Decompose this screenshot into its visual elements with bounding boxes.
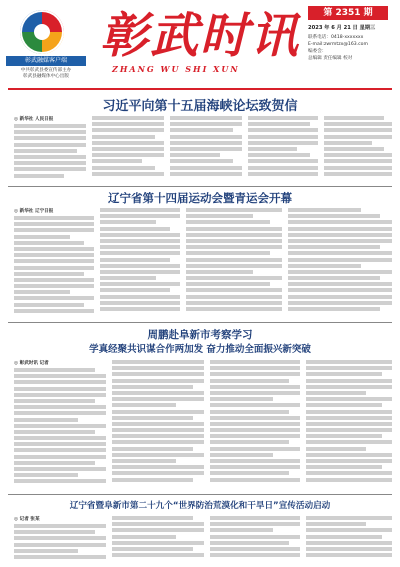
headline-2: 辽宁省第十四届运动会暨青运会开幕 xyxy=(108,191,292,205)
body-text-line xyxy=(210,434,300,438)
media-center-logo-icon xyxy=(20,10,64,54)
body-text-line xyxy=(288,295,392,299)
body-text-line xyxy=(306,372,382,376)
body-text-line xyxy=(210,416,300,420)
body-text-line xyxy=(210,478,300,482)
body-text-line xyxy=(112,471,204,475)
body-text-line xyxy=(210,403,300,407)
body-text-line xyxy=(186,233,282,237)
body-text-line xyxy=(306,385,392,389)
article-4-col-2 xyxy=(112,516,204,564)
body-text-line xyxy=(14,155,86,159)
body-text-line xyxy=(306,416,392,420)
body-text-line xyxy=(186,264,282,268)
body-text-line xyxy=(112,360,204,364)
body-text-line xyxy=(14,167,86,171)
body-text-line xyxy=(112,397,204,401)
body-text-line xyxy=(210,372,300,376)
body-text-line xyxy=(306,522,366,526)
body-text-line xyxy=(288,288,392,292)
body-text-line xyxy=(306,478,392,482)
body-text-line xyxy=(324,141,372,145)
article-4-col-1 xyxy=(14,524,106,564)
contact-line: 联系电话：0418-xxxxxxx xyxy=(308,35,364,40)
body-text-line xyxy=(14,448,106,452)
body-text-line xyxy=(112,459,176,463)
body-text-line xyxy=(14,174,64,178)
contact-line: 总编辑 责任编辑 校对 xyxy=(308,56,353,61)
body-text-line xyxy=(210,471,289,475)
section-divider xyxy=(8,494,392,495)
body-text-line xyxy=(14,405,106,409)
body-text-line xyxy=(186,282,270,286)
body-text-line xyxy=(248,128,318,132)
body-text-line xyxy=(186,307,282,311)
body-text-line xyxy=(100,208,180,212)
body-text-line xyxy=(112,391,204,395)
body-text-line xyxy=(170,128,233,132)
body-text-line xyxy=(112,465,204,469)
body-text-line xyxy=(306,434,382,438)
body-text-line xyxy=(288,276,380,280)
body-text-line xyxy=(92,128,164,132)
body-text-line xyxy=(170,153,220,157)
body-text-line xyxy=(112,535,176,539)
body-text-line xyxy=(14,374,106,378)
sponsor-line: 彰武县融媒体中心出版 xyxy=(23,74,69,79)
body-text-line xyxy=(306,422,392,426)
section-divider xyxy=(8,186,392,187)
body-text-line xyxy=(186,245,282,249)
newspaper-pinyin: ZHANG WU SHI XUN xyxy=(112,64,240,74)
body-text-line xyxy=(324,128,392,132)
byline-3: ◎ 彰武时讯 记者 xyxy=(14,361,49,366)
byline-2: ◎ 新华社 辽宁日报 xyxy=(14,209,54,214)
article-1-col-5 xyxy=(324,116,392,182)
body-text-line xyxy=(210,522,300,526)
body-text-line xyxy=(112,440,204,444)
article-1-col-4 xyxy=(248,116,318,182)
body-text-line xyxy=(186,227,282,231)
body-text-line xyxy=(14,241,84,245)
body-text-line xyxy=(306,459,392,463)
body-text-line xyxy=(186,239,282,243)
body-text-line xyxy=(14,536,106,540)
body-text-line xyxy=(210,465,300,469)
body-text-line xyxy=(248,135,318,139)
publication-date: 2023 年 6 月 21 日 星期三 xyxy=(308,25,376,31)
body-text-line xyxy=(210,528,273,532)
body-text-line xyxy=(170,159,233,163)
body-text-line xyxy=(170,147,242,151)
body-text-line xyxy=(100,288,170,292)
body-text-line xyxy=(170,122,242,126)
contact-info xyxy=(308,34,398,62)
article-2-col-1 xyxy=(14,216,94,316)
body-text-line xyxy=(324,172,392,176)
body-text-line xyxy=(210,535,300,539)
body-text-line xyxy=(100,227,170,231)
body-text-line xyxy=(100,214,180,218)
body-text-line xyxy=(288,251,392,255)
body-text-line xyxy=(112,366,204,370)
body-text-line xyxy=(210,410,289,414)
body-text-line xyxy=(170,116,242,120)
body-text-line xyxy=(14,543,106,547)
body-text-line xyxy=(14,136,86,140)
body-text-line xyxy=(14,418,78,422)
body-text-line xyxy=(170,135,242,139)
body-text-line xyxy=(288,239,392,243)
body-text-line xyxy=(248,122,310,126)
body-text-line xyxy=(324,153,392,157)
body-text-line xyxy=(112,516,193,520)
body-text-line xyxy=(306,360,392,364)
body-text-line xyxy=(14,266,94,270)
byline-1: ◎ 新华社 人民日报 xyxy=(14,117,54,122)
masthead-rule xyxy=(8,88,392,90)
body-text-line xyxy=(210,397,273,401)
body-text-line xyxy=(170,166,242,170)
body-text-line xyxy=(210,366,300,370)
sponsor-line: 中共彰武县委宣传部主办 xyxy=(20,68,72,73)
body-text-line xyxy=(14,143,86,147)
body-text-line xyxy=(210,422,300,426)
article-3-col-2 xyxy=(112,360,204,488)
body-text-line xyxy=(306,379,392,383)
body-text-line xyxy=(112,541,204,545)
body-text-line xyxy=(306,366,392,370)
body-text-line xyxy=(288,245,380,249)
body-text-line xyxy=(186,214,253,218)
body-text-line xyxy=(306,553,392,557)
body-text-line xyxy=(100,301,180,305)
body-text-line xyxy=(306,447,366,451)
body-text-line xyxy=(186,288,282,292)
body-text-line xyxy=(170,172,242,176)
body-text-line xyxy=(288,227,392,231)
body-text-line xyxy=(324,135,392,139)
body-text-line xyxy=(210,516,300,520)
body-text-line xyxy=(210,547,300,551)
body-text-line xyxy=(100,220,156,224)
body-text-line xyxy=(100,233,180,237)
contact-line: 编委会： xyxy=(308,49,327,54)
article-3-col-4 xyxy=(306,360,392,488)
headline-4: 辽宁省暨阜新市第二十九个“世界防治荒漠化和干旱日”宣传活动启动 xyxy=(69,501,331,511)
body-text-line xyxy=(14,555,106,559)
body-text-line xyxy=(14,461,95,465)
body-text-line xyxy=(100,245,180,249)
body-text-line xyxy=(248,116,318,120)
body-text-line xyxy=(100,282,180,286)
body-text-line xyxy=(306,428,392,432)
body-text-line xyxy=(14,222,94,226)
body-text-line xyxy=(306,397,392,401)
body-text-line xyxy=(210,459,300,463)
body-text-line xyxy=(248,141,318,145)
body-text-line xyxy=(306,471,392,475)
body-text-line xyxy=(324,122,392,126)
article-3-col-1 xyxy=(14,368,106,488)
body-text-line xyxy=(14,424,106,428)
body-text-line xyxy=(210,360,300,364)
body-text-line xyxy=(306,541,392,545)
body-text-line xyxy=(306,535,382,539)
body-text-line xyxy=(306,403,382,407)
body-text-line xyxy=(14,442,106,446)
body-text-line xyxy=(306,528,392,532)
body-text-line xyxy=(210,447,300,451)
body-text-line xyxy=(288,233,392,237)
body-text-line xyxy=(112,453,204,457)
headline-1: 习近平向第十五届海峡论坛致贺信 xyxy=(102,99,298,114)
body-text-line xyxy=(100,239,180,243)
body-text-line xyxy=(14,259,94,263)
body-text-line xyxy=(14,393,106,397)
body-text-line xyxy=(288,270,392,274)
body-text-line xyxy=(112,385,193,389)
body-text-line xyxy=(14,473,78,477)
article-2-col-3 xyxy=(186,208,282,316)
body-text-line xyxy=(112,434,204,438)
body-text-line xyxy=(186,258,282,262)
body-text-line xyxy=(210,541,289,545)
body-text-line xyxy=(186,220,270,224)
headline-3: 周鹏赴阜新市考察学习 xyxy=(147,329,253,341)
body-text-line xyxy=(288,264,361,268)
body-text-line xyxy=(14,549,78,553)
body-text-line xyxy=(186,270,253,274)
sponsor-info xyxy=(6,68,86,80)
body-text-line xyxy=(100,307,180,311)
body-text-line xyxy=(14,124,86,128)
body-text-line xyxy=(306,391,366,395)
body-text-line xyxy=(14,216,94,220)
body-text-line xyxy=(92,172,164,176)
article-3-col-3 xyxy=(210,360,300,488)
body-text-line xyxy=(14,380,106,384)
body-text-line xyxy=(306,440,392,444)
body-text-line xyxy=(112,528,204,532)
body-text-line xyxy=(92,166,155,170)
body-text-line xyxy=(14,411,106,415)
body-text-line xyxy=(112,522,204,526)
body-text-line xyxy=(248,147,297,151)
body-text-line xyxy=(248,159,318,163)
body-text-line xyxy=(324,116,384,120)
body-text-line xyxy=(170,141,242,145)
body-text-line xyxy=(112,553,204,557)
body-text-line xyxy=(112,372,204,376)
contact-line: E-mail:zwrmtzx@163.com xyxy=(308,42,368,47)
body-text-line xyxy=(112,403,176,407)
body-text-line xyxy=(100,251,180,255)
body-text-line xyxy=(14,290,70,294)
body-text-line xyxy=(14,479,106,483)
body-text-line xyxy=(248,166,318,170)
body-text-line xyxy=(92,122,164,126)
body-text-line xyxy=(288,258,392,262)
article-4-col-4 xyxy=(306,516,392,564)
body-text-line xyxy=(210,440,289,444)
body-text-line xyxy=(100,276,156,280)
body-text-line xyxy=(14,296,94,300)
body-text-line xyxy=(112,410,204,414)
article-1-col-3 xyxy=(170,116,242,182)
body-text-line xyxy=(306,453,392,457)
body-text-line xyxy=(248,153,310,157)
article-1-col-2 xyxy=(92,116,164,182)
body-text-line xyxy=(112,547,193,551)
body-text-line xyxy=(210,391,300,395)
body-text-line xyxy=(14,149,77,153)
body-text-line xyxy=(92,141,164,145)
body-text-line xyxy=(306,410,392,414)
body-text-line xyxy=(186,251,270,255)
body-text-line xyxy=(14,399,95,403)
body-text-line xyxy=(288,307,380,311)
body-text-line xyxy=(324,159,392,163)
body-text-line xyxy=(288,282,392,286)
body-text-line xyxy=(14,436,106,440)
body-text-line xyxy=(14,524,106,528)
section-divider xyxy=(8,322,392,323)
body-text-line xyxy=(112,478,193,482)
body-text-line xyxy=(14,284,94,288)
body-text-line xyxy=(14,130,86,134)
body-text-line xyxy=(112,447,193,451)
body-text-line xyxy=(186,295,282,299)
body-text-line xyxy=(14,228,94,232)
body-text-line xyxy=(100,258,170,262)
body-text-line xyxy=(100,264,180,268)
body-text-line xyxy=(112,379,204,383)
masthead xyxy=(0,0,400,86)
body-text-line xyxy=(14,430,95,434)
body-text-line xyxy=(306,465,382,469)
body-text-line xyxy=(112,428,204,432)
body-text-line xyxy=(92,159,142,163)
article-2-col-4 xyxy=(288,208,392,316)
body-text-line xyxy=(288,301,392,305)
body-text-line xyxy=(288,214,380,218)
body-text-line xyxy=(100,295,180,299)
body-text-line xyxy=(14,309,94,313)
body-text-line xyxy=(14,161,86,165)
body-text-line xyxy=(186,208,282,212)
body-text-line xyxy=(14,368,95,372)
body-text-line xyxy=(14,272,84,276)
body-text-line xyxy=(210,428,300,432)
newspaper-title: 彰武时讯 xyxy=(100,8,301,64)
body-text-line xyxy=(324,166,392,170)
body-text-line xyxy=(14,278,94,282)
body-text-line xyxy=(248,172,318,176)
article-1-col-1 xyxy=(14,124,86,182)
body-text-line xyxy=(14,530,95,534)
body-text-line xyxy=(306,547,392,551)
body-text-line xyxy=(92,135,155,139)
body-text-line xyxy=(210,553,300,557)
body-text-line xyxy=(112,422,204,426)
body-text-line xyxy=(112,416,193,420)
body-text-line xyxy=(14,253,94,257)
article-2-col-2 xyxy=(100,208,180,316)
body-text-line xyxy=(288,220,392,224)
body-text-line xyxy=(186,301,282,305)
body-text-line xyxy=(14,455,106,459)
body-text-line xyxy=(14,247,94,251)
body-text-line xyxy=(100,270,180,274)
body-text-line xyxy=(210,453,273,457)
body-text-line xyxy=(210,385,300,389)
body-text-line xyxy=(306,516,392,520)
body-text-line xyxy=(14,235,70,239)
subheadline-3: 学真经聚共识谋合作两加发 奋力推动全面振兴新突破 xyxy=(89,344,311,355)
body-text-line xyxy=(14,387,106,391)
body-text-line xyxy=(288,208,361,212)
body-text-line xyxy=(14,467,106,471)
body-text-line xyxy=(92,147,164,151)
logo-caption: 彰武融媒客户端 xyxy=(6,56,86,66)
body-text-line xyxy=(92,153,164,157)
body-text-line xyxy=(186,276,282,280)
issue-number: 第 2351 期 xyxy=(308,6,388,20)
body-text-line xyxy=(210,379,289,383)
byline-4: ◎ 记者 张某 xyxy=(14,517,40,522)
body-text-line xyxy=(324,147,384,151)
body-text-line xyxy=(14,303,84,307)
body-text-line xyxy=(92,116,164,120)
article-4-col-3 xyxy=(210,516,300,564)
